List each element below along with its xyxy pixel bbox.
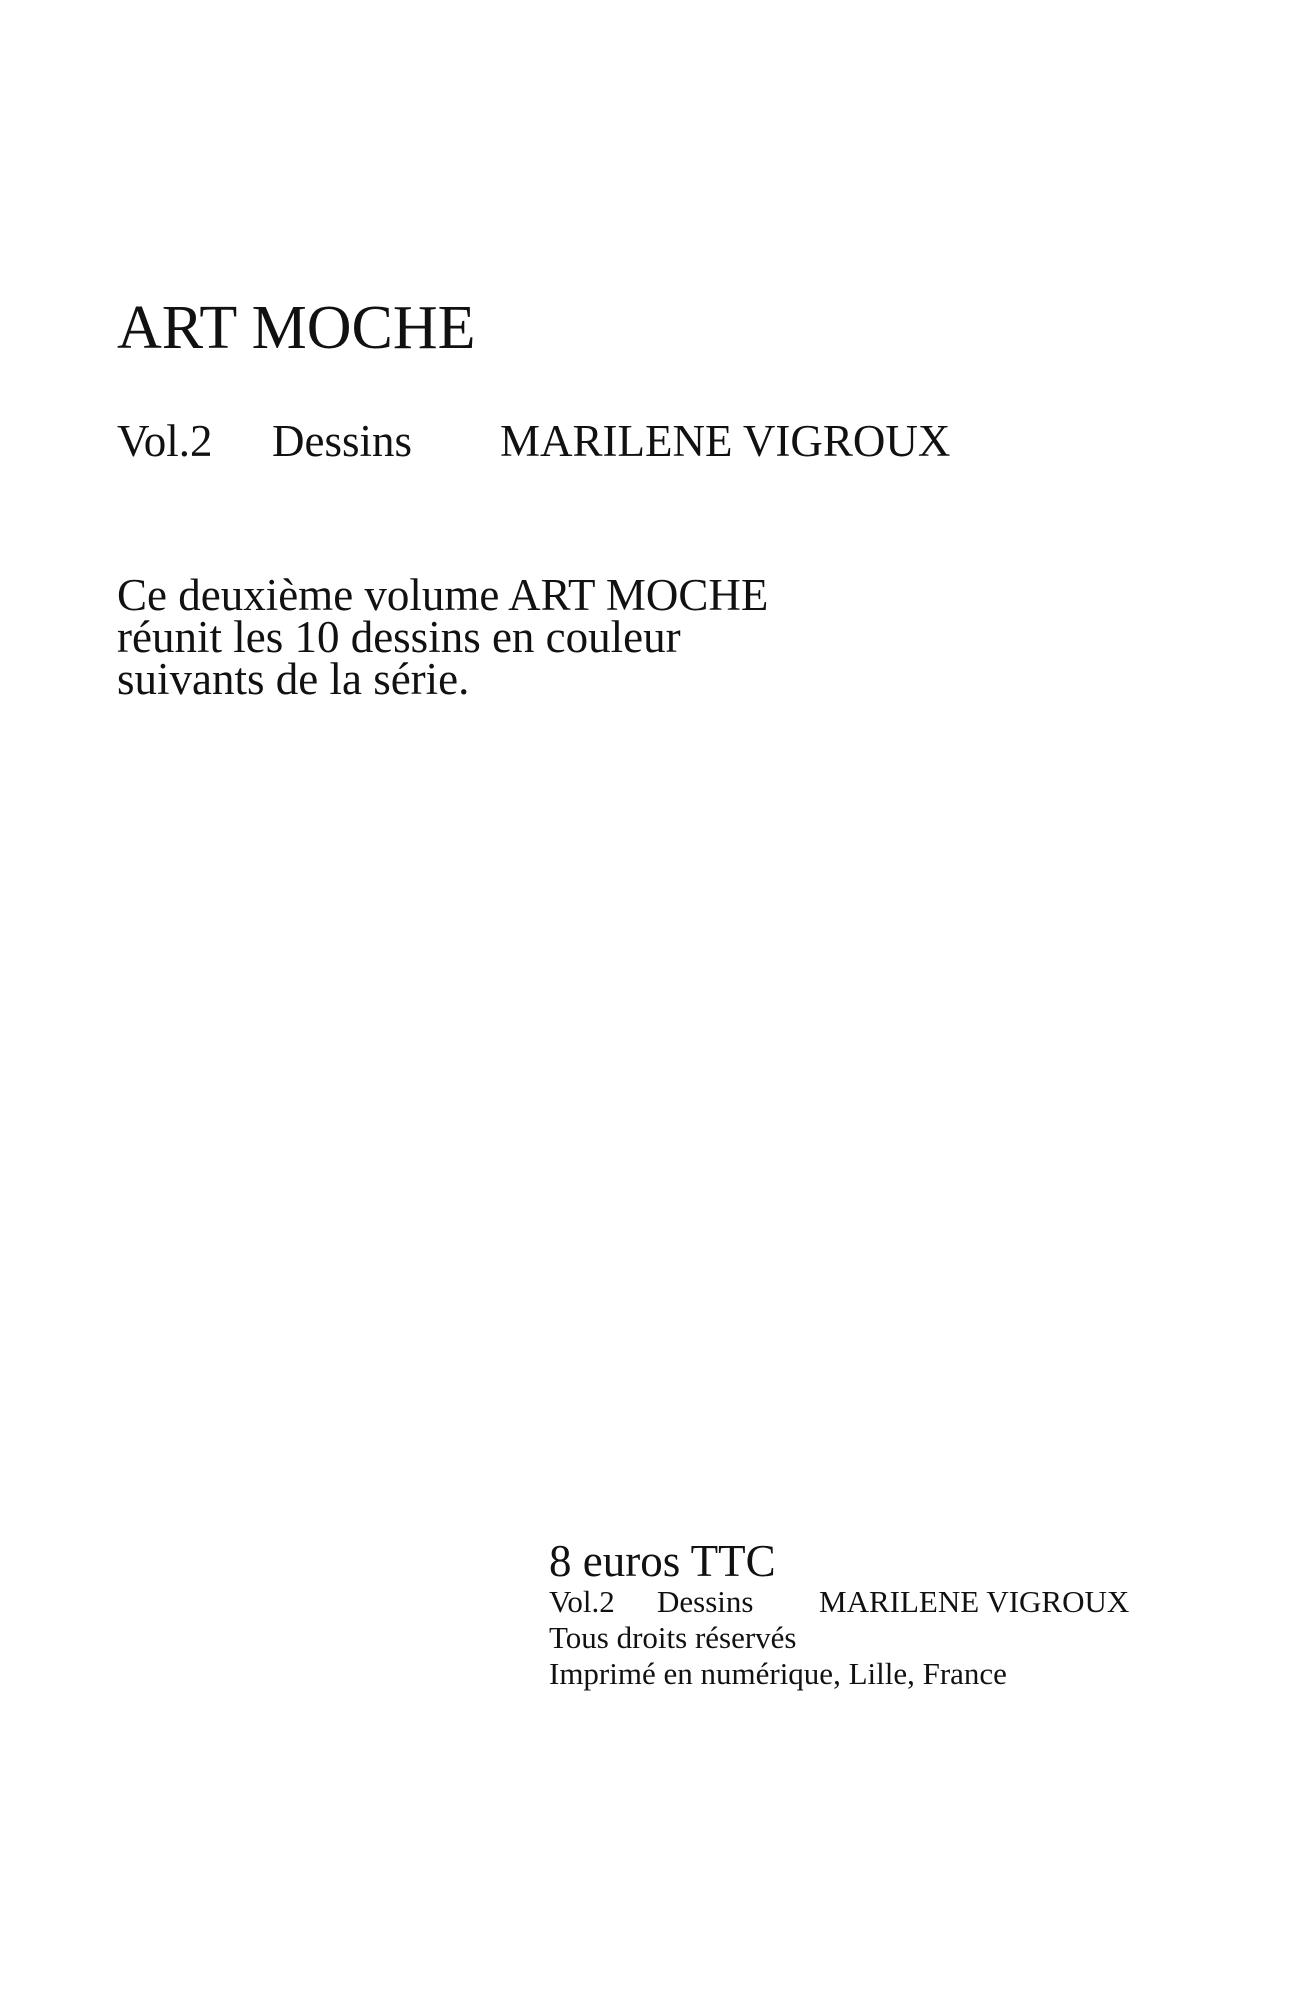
- description-line: suivants de la série.: [117, 654, 470, 704]
- subtitle-author: MARILENE VIGROUX: [500, 416, 951, 466]
- printing-notice: Imprimé en numérique, Lille, France: [549, 1656, 1007, 1691]
- description-line: réunit les 10 dessins en couleur: [117, 612, 681, 662]
- book-description: [117, 570, 917, 704]
- description-line: Ce deuxième volume ART MOCHE: [117, 570, 769, 620]
- book-title: ART MOCHE: [117, 294, 476, 362]
- colophon-category: Dessins: [657, 1584, 754, 1619]
- colophon: [549, 1538, 1129, 1692]
- subtitle-category: Dessins: [272, 416, 413, 466]
- book-subtitle: [117, 414, 950, 468]
- rights-notice: Tous droits réservés: [549, 1620, 797, 1655]
- colophon-volume-line: [549, 1584, 1129, 1620]
- price-label: 8 euros TTC: [549, 1536, 776, 1586]
- subtitle-volume: Vol.2: [117, 416, 213, 466]
- colophon-volume: Vol.2: [549, 1584, 615, 1619]
- colophon-author: MARILENE VIGROUX: [819, 1584, 1130, 1619]
